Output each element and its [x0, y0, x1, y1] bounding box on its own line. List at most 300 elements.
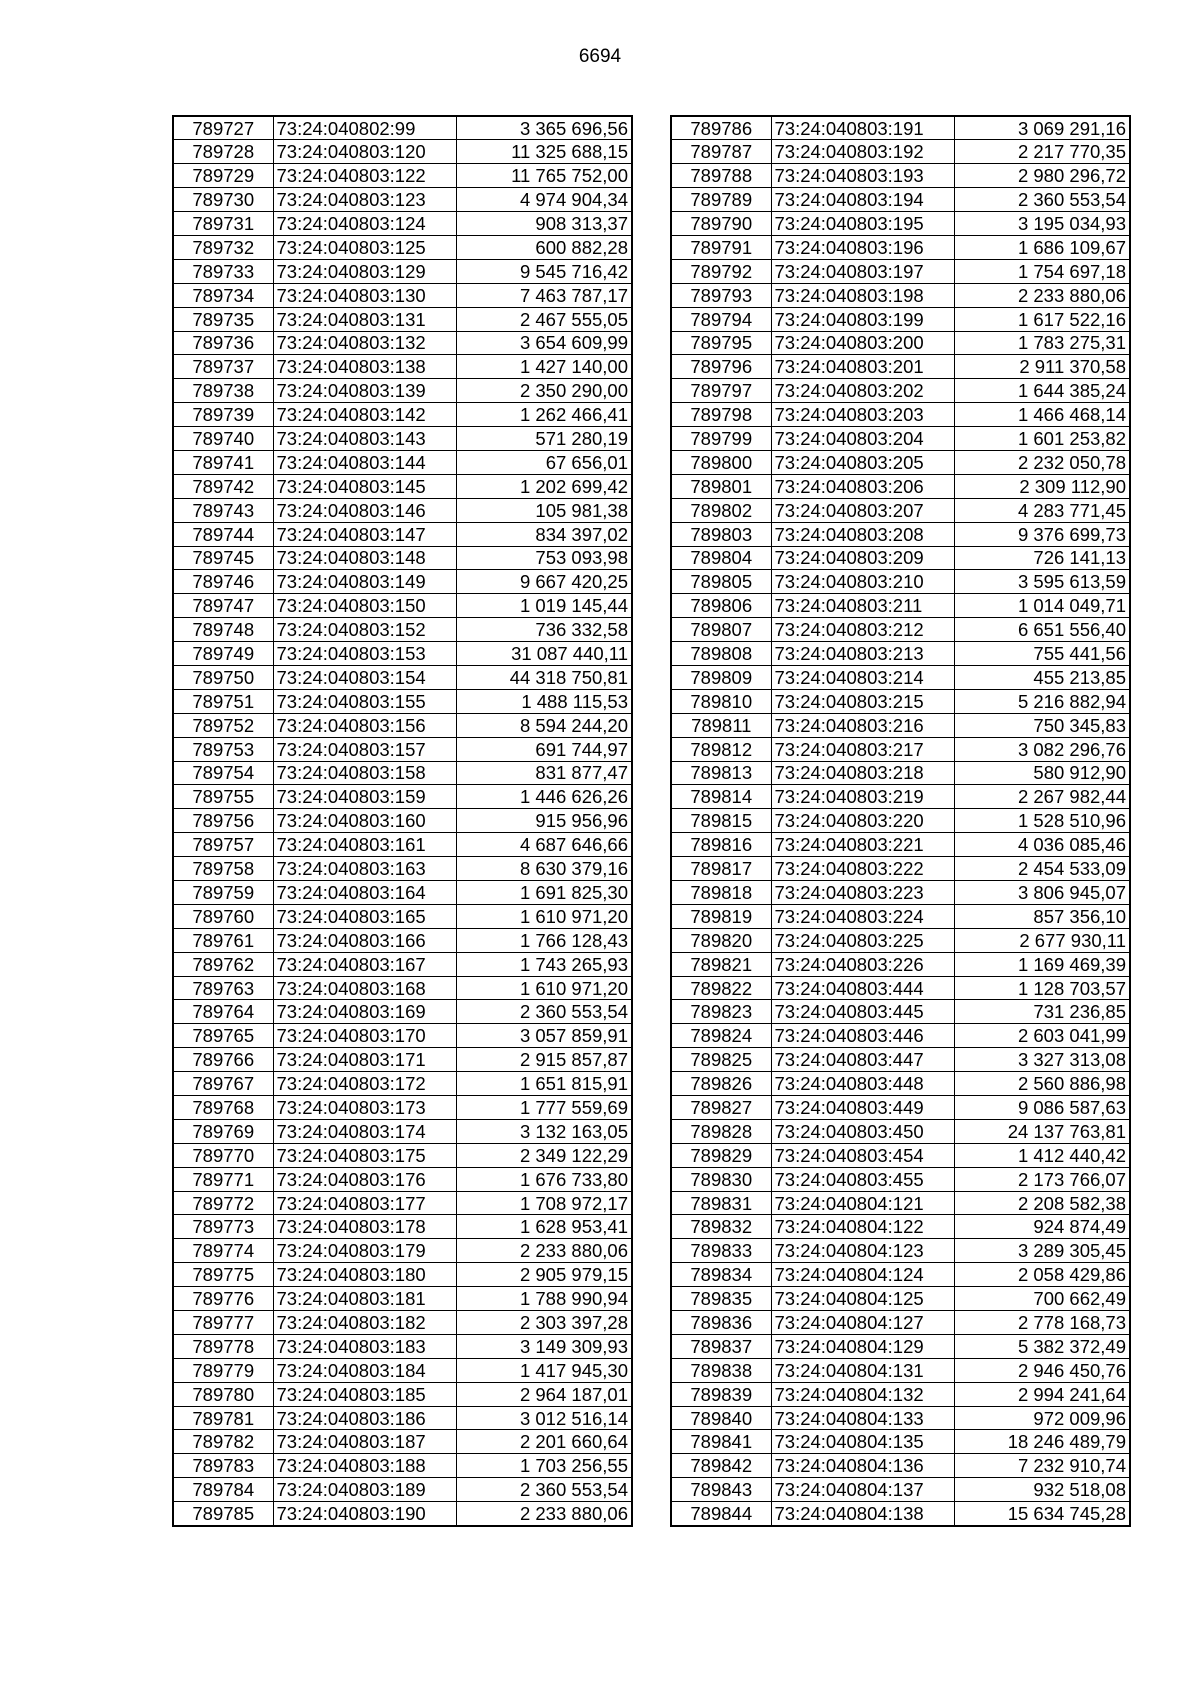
- record-number-cell: 789737: [173, 355, 273, 379]
- cadastral-number-cell: 73:24:040803:158: [273, 761, 456, 785]
- table-row: [173, 785, 632, 809]
- cadastral-number-cell: 73:24:040803:122: [273, 164, 456, 188]
- cadastral-number-cell: 73:24:040803:449: [771, 1096, 954, 1120]
- cadastral-value-cell: 11 765 752,00: [456, 164, 632, 188]
- cadastral-value-cell: 3 806 945,07: [954, 881, 1130, 905]
- record-number-cell: 789811: [671, 713, 771, 737]
- cadastral-value-cell: 2 350 290,00: [456, 379, 632, 403]
- cadastral-number-cell: 73:24:040803:164: [273, 881, 456, 905]
- table-row: [671, 857, 1130, 881]
- record-number-cell: 789786: [671, 116, 771, 140]
- record-number-cell: 789797: [671, 379, 771, 403]
- cadastral-value-cell: 3 082 296,76: [954, 737, 1130, 761]
- cadastral-value-cell: 753 093,98: [456, 546, 632, 570]
- record-number-cell: 789792: [671, 259, 771, 283]
- cadastral-number-cell: 73:24:040804:123: [771, 1239, 954, 1263]
- cadastral-number-cell: 73:24:040803:174: [273, 1119, 456, 1143]
- table-row: [671, 761, 1130, 785]
- table-row: [671, 570, 1130, 594]
- table-row: [173, 379, 632, 403]
- cadastral-value-cell: 1 610 971,20: [456, 976, 632, 1000]
- table-row: [173, 403, 632, 427]
- page-number: 6694: [578, 46, 622, 67]
- record-number-cell: 789731: [173, 212, 273, 236]
- table-row: [173, 1311, 632, 1335]
- table-row: [671, 1048, 1130, 1072]
- record-number-cell: 789781: [173, 1406, 273, 1430]
- record-number-cell: 789787: [671, 140, 771, 164]
- cadastral-number-cell: 73:24:040803:193: [771, 164, 954, 188]
- cadastral-value-cell: 3 132 163,05: [456, 1119, 632, 1143]
- table-row: [173, 307, 632, 331]
- cadastral-value-cell: 2 201 660,64: [456, 1430, 632, 1454]
- record-number-cell: 789820: [671, 928, 771, 952]
- record-number-cell: 789789: [671, 188, 771, 212]
- table-row: [671, 546, 1130, 570]
- table-row: [173, 1334, 632, 1358]
- record-number-cell: 789734: [173, 283, 273, 307]
- cadastral-number-cell: 73:24:040803:132: [273, 331, 456, 355]
- table-row: [173, 881, 632, 905]
- cadastral-number-cell: 73:24:040804:125: [771, 1287, 954, 1311]
- record-number-cell: 789774: [173, 1239, 273, 1263]
- cadastral-value-cell: 3 595 613,59: [954, 570, 1130, 594]
- cadastral-number-cell: 73:24:040804:121: [771, 1191, 954, 1215]
- cadastral-value-cell: 2 233 880,06: [954, 283, 1130, 307]
- cadastral-number-cell: 73:24:040803:189: [273, 1478, 456, 1502]
- cadastral-number-cell: 73:24:040803:155: [273, 689, 456, 713]
- table-row: [671, 1143, 1130, 1167]
- cadastral-table-left: [172, 115, 633, 1527]
- cadastral-number-cell: 73:24:040803:148: [273, 546, 456, 570]
- cadastral-value-cell: 4 036 085,46: [954, 833, 1130, 857]
- cadastral-value-cell: 857 356,10: [954, 904, 1130, 928]
- table-row: [173, 1502, 632, 1526]
- record-number-cell: 789772: [173, 1191, 273, 1215]
- cadastral-number-cell: 73:24:040804:138: [771, 1502, 954, 1526]
- record-number-cell: 789748: [173, 618, 273, 642]
- cadastral-number-cell: 73:24:040804:137: [771, 1478, 954, 1502]
- record-number-cell: 789750: [173, 665, 273, 689]
- cadastral-value-cell: 2 232 050,78: [954, 450, 1130, 474]
- cadastral-value-cell: 1 417 945,30: [456, 1358, 632, 1382]
- cadastral-number-cell: 73:24:040803:192: [771, 140, 954, 164]
- cadastral-number-cell: 73:24:040804:136: [771, 1454, 954, 1478]
- cadastral-value-cell: 6 651 556,40: [954, 618, 1130, 642]
- cadastral-value-cell: 1 488 115,53: [456, 689, 632, 713]
- table-row: [173, 116, 632, 140]
- record-number-cell: 789832: [671, 1215, 771, 1239]
- table-row: [173, 665, 632, 689]
- table-row: [173, 618, 632, 642]
- cadastral-number-cell: 73:24:040803:181: [273, 1287, 456, 1311]
- record-number-cell: 789835: [671, 1287, 771, 1311]
- table-row: [671, 450, 1130, 474]
- table-row: [173, 737, 632, 761]
- cadastral-number-cell: 73:24:040803:145: [273, 474, 456, 498]
- record-number-cell: 789762: [173, 952, 273, 976]
- cadastral-number-cell: 73:24:040803:225: [771, 928, 954, 952]
- cadastral-number-cell: 73:24:040803:445: [771, 1000, 954, 1024]
- cadastral-value-cell: 1 528 510,96: [954, 809, 1130, 833]
- cadastral-value-cell: 7 463 787,17: [456, 283, 632, 307]
- record-number-cell: 789763: [173, 976, 273, 1000]
- cadastral-value-cell: 2 980 296,72: [954, 164, 1130, 188]
- cadastral-value-cell: 736 332,58: [456, 618, 632, 642]
- record-number-cell: 789773: [173, 1215, 273, 1239]
- cadastral-number-cell: 73:24:040803:149: [273, 570, 456, 594]
- record-number-cell: 789766: [173, 1048, 273, 1072]
- table-row: [671, 952, 1130, 976]
- table-row: [173, 1024, 632, 1048]
- cadastral-number-cell: 73:24:040803:139: [273, 379, 456, 403]
- cadastral-value-cell: 1 766 128,43: [456, 928, 632, 952]
- cadastral-number-cell: 73:24:040803:152: [273, 618, 456, 642]
- cadastral-value-cell: 3 057 859,91: [456, 1024, 632, 1048]
- record-number-cell: 789813: [671, 761, 771, 785]
- table-row: [671, 1382, 1130, 1406]
- cadastral-value-cell: 2 217 770,35: [954, 140, 1130, 164]
- record-number-cell: 789727: [173, 116, 273, 140]
- cadastral-value-cell: 24 137 763,81: [954, 1119, 1130, 1143]
- record-number-cell: 789828: [671, 1119, 771, 1143]
- record-number-cell: 789754: [173, 761, 273, 785]
- cadastral-number-cell: 73:24:040803:183: [273, 1334, 456, 1358]
- cadastral-number-cell: 73:24:040803:203: [771, 403, 954, 427]
- record-number-cell: 789779: [173, 1358, 273, 1382]
- table-row: [671, 881, 1130, 905]
- record-number-cell: 789821: [671, 952, 771, 976]
- record-number-cell: 789817: [671, 857, 771, 881]
- cadastral-value-cell: 2 467 555,05: [456, 307, 632, 331]
- cadastral-number-cell: 73:24:040803:209: [771, 546, 954, 570]
- cadastral-number-cell: 73:24:040803:157: [273, 737, 456, 761]
- cadastral-number-cell: 73:24:040803:185: [273, 1382, 456, 1406]
- table-row: [671, 1024, 1130, 1048]
- table-row: [173, 427, 632, 451]
- cadastral-value-cell: 1 743 265,93: [456, 952, 632, 976]
- cadastral-value-cell: 1 703 256,55: [456, 1454, 632, 1478]
- record-number-cell: 789810: [671, 689, 771, 713]
- table-row: [671, 809, 1130, 833]
- cadastral-number-cell: 73:24:040803:444: [771, 976, 954, 1000]
- record-number-cell: 789746: [173, 570, 273, 594]
- cadastral-number-cell: 73:24:040803:190: [273, 1502, 456, 1526]
- cadastral-value-cell: 2 233 880,06: [456, 1239, 632, 1263]
- cadastral-number-cell: 73:24:040803:123: [273, 188, 456, 212]
- cadastral-value-cell: 5 382 372,49: [954, 1334, 1130, 1358]
- cadastral-number-cell: 73:24:040803:202: [771, 379, 954, 403]
- cadastral-value-cell: 18 246 489,79: [954, 1430, 1130, 1454]
- record-number-cell: 789747: [173, 594, 273, 618]
- cadastral-number-cell: 73:24:040803:191: [771, 116, 954, 140]
- cadastral-value-cell: 2 964 187,01: [456, 1382, 632, 1406]
- record-number-cell: 789807: [671, 618, 771, 642]
- table-row: [671, 785, 1130, 809]
- table-row: [173, 546, 632, 570]
- cadastral-number-cell: 73:24:040803:171: [273, 1048, 456, 1072]
- record-number-cell: 789827: [671, 1096, 771, 1120]
- cadastral-number-cell: 73:24:040803:221: [771, 833, 954, 857]
- cadastral-value-cell: 924 874,49: [954, 1215, 1130, 1239]
- table-row: [173, 522, 632, 546]
- cadastral-value-cell: 2 946 450,76: [954, 1358, 1130, 1382]
- cadastral-number-cell: 73:24:040803:195: [771, 212, 954, 236]
- cadastral-value-cell: 3 289 305,45: [954, 1239, 1130, 1263]
- record-number-cell: 789782: [173, 1430, 273, 1454]
- table-row: [173, 1382, 632, 1406]
- table-row: [671, 140, 1130, 164]
- record-number-cell: 789842: [671, 1454, 771, 1478]
- table-row: [671, 1358, 1130, 1382]
- table-row: [671, 307, 1130, 331]
- table-row: [671, 522, 1130, 546]
- cadastral-value-cell: 5 216 882,94: [954, 689, 1130, 713]
- table-row: [671, 498, 1130, 522]
- cadastral-number-cell: 73:24:040803:205: [771, 450, 954, 474]
- cadastral-value-cell: 2 454 533,09: [954, 857, 1130, 881]
- cadastral-number-cell: 73:24:040803:447: [771, 1048, 954, 1072]
- record-number-cell: 789736: [173, 331, 273, 355]
- cadastral-value-cell: 1 128 703,57: [954, 976, 1130, 1000]
- table-row: [173, 857, 632, 881]
- cadastral-number-cell: 73:24:040803:223: [771, 881, 954, 905]
- cadastral-number-cell: 73:24:040802:99: [273, 116, 456, 140]
- cadastral-value-cell: 3 069 291,16: [954, 116, 1130, 140]
- cadastral-value-cell: 1 644 385,24: [954, 379, 1130, 403]
- table-row: [671, 1000, 1130, 1024]
- cadastral-value-cell: 15 634 745,28: [954, 1502, 1130, 1526]
- cadastral-value-cell: 3 012 516,14: [456, 1406, 632, 1430]
- table-row: [671, 1430, 1130, 1454]
- table-row: [173, 1072, 632, 1096]
- cadastral-value-cell: 1 617 522,16: [954, 307, 1130, 331]
- cadastral-value-cell: 700 662,49: [954, 1287, 1130, 1311]
- record-number-cell: 789761: [173, 928, 273, 952]
- cadastral-value-cell: 571 280,19: [456, 427, 632, 451]
- cadastral-number-cell: 73:24:040804:132: [771, 1382, 954, 1406]
- cadastral-number-cell: 73:24:040803:154: [273, 665, 456, 689]
- record-number-cell: 789837: [671, 1334, 771, 1358]
- cadastral-value-cell: 731 236,85: [954, 1000, 1130, 1024]
- table-row: [173, 1215, 632, 1239]
- record-number-cell: 789804: [671, 546, 771, 570]
- cadastral-value-cell: 4 974 904,34: [456, 188, 632, 212]
- record-number-cell: 789758: [173, 857, 273, 881]
- cadastral-number-cell: 73:24:040803:224: [771, 904, 954, 928]
- cadastral-value-cell: 1 412 440,42: [954, 1143, 1130, 1167]
- cadastral-number-cell: 73:24:040803:168: [273, 976, 456, 1000]
- cadastral-number-cell: 73:24:040803:150: [273, 594, 456, 618]
- cadastral-value-cell: 755 441,56: [954, 642, 1130, 666]
- cadastral-number-cell: 73:24:040803:165: [273, 904, 456, 928]
- table-row: [173, 1239, 632, 1263]
- record-number-cell: 789830: [671, 1167, 771, 1191]
- cadastral-value-cell: 2 560 886,98: [954, 1072, 1130, 1096]
- cadastral-table-right: [670, 115, 1131, 1527]
- cadastral-number-cell: 73:24:040804:122: [771, 1215, 954, 1239]
- cadastral-number-cell: 73:24:040803:220: [771, 809, 954, 833]
- cadastral-number-cell: 73:24:040803:178: [273, 1215, 456, 1239]
- record-number-cell: 789757: [173, 833, 273, 857]
- cadastral-value-cell: 2 905 979,15: [456, 1263, 632, 1287]
- table-row: [671, 427, 1130, 451]
- cadastral-value-cell: 2 994 241,64: [954, 1382, 1130, 1406]
- cadastral-number-cell: 73:24:040803:129: [273, 259, 456, 283]
- cadastral-number-cell: 73:24:040803:169: [273, 1000, 456, 1024]
- table-row: [671, 618, 1130, 642]
- cadastral-value-cell: 580 912,90: [954, 761, 1130, 785]
- table-row: [173, 1430, 632, 1454]
- record-number-cell: 789764: [173, 1000, 273, 1024]
- table-row: [671, 1072, 1130, 1096]
- table-row: [173, 689, 632, 713]
- cadastral-value-cell: 972 009,96: [954, 1406, 1130, 1430]
- cadastral-value-cell: 2 058 429,86: [954, 1263, 1130, 1287]
- cadastral-value-cell: 1 466 468,14: [954, 403, 1130, 427]
- record-number-cell: 789753: [173, 737, 273, 761]
- record-number-cell: 789843: [671, 1478, 771, 1502]
- table-row: [173, 212, 632, 236]
- table-row: [671, 713, 1130, 737]
- cadastral-number-cell: 73:24:040803:143: [273, 427, 456, 451]
- table-row: [671, 1263, 1130, 1287]
- table-row: [173, 1287, 632, 1311]
- cadastral-number-cell: 73:24:040803:146: [273, 498, 456, 522]
- record-number-cell: 789784: [173, 1478, 273, 1502]
- cadastral-value-cell: 31 087 440,11: [456, 642, 632, 666]
- table-row: [671, 976, 1130, 1000]
- cadastral-value-cell: 1 651 815,91: [456, 1072, 632, 1096]
- table-row: [671, 235, 1130, 259]
- table-row: [173, 164, 632, 188]
- record-number-cell: 789793: [671, 283, 771, 307]
- table-row: [173, 713, 632, 737]
- record-number-cell: 789836: [671, 1311, 771, 1335]
- cadastral-number-cell: 73:24:040803:207: [771, 498, 954, 522]
- table-row: [671, 737, 1130, 761]
- cadastral-number-cell: 73:24:040803:201: [771, 355, 954, 379]
- table-row: [173, 259, 632, 283]
- cadastral-number-cell: 73:24:040803:455: [771, 1167, 954, 1191]
- table-row: [671, 1167, 1130, 1191]
- cadastral-value-cell: 1 783 275,31: [954, 331, 1130, 355]
- cadastral-number-cell: 73:24:040803:216: [771, 713, 954, 737]
- cadastral-value-cell: 2 911 370,58: [954, 355, 1130, 379]
- record-number-cell: 789802: [671, 498, 771, 522]
- table-row: [671, 904, 1130, 928]
- cadastral-value-cell: 3 327 313,08: [954, 1048, 1130, 1072]
- table-row: [671, 1119, 1130, 1143]
- cadastral-number-cell: 73:24:040803:208: [771, 522, 954, 546]
- cadastral-number-cell: 73:24:040803:211: [771, 594, 954, 618]
- table-row: [173, 1096, 632, 1120]
- cadastral-value-cell: 1 691 825,30: [456, 881, 632, 905]
- cadastral-value-cell: 9 376 699,73: [954, 522, 1130, 546]
- cadastral-value-cell: 2 677 930,11: [954, 928, 1130, 952]
- cadastral-number-cell: 73:24:040804:131: [771, 1358, 954, 1382]
- table-row: [173, 1000, 632, 1024]
- record-number-cell: 789819: [671, 904, 771, 928]
- cadastral-value-cell: 67 656,01: [456, 450, 632, 474]
- table-row: [671, 1311, 1130, 1335]
- record-number-cell: 789785: [173, 1502, 273, 1526]
- cadastral-number-cell: 73:24:040804:133: [771, 1406, 954, 1430]
- cadastral-value-cell: 8 630 379,16: [456, 857, 632, 881]
- record-number-cell: 789733: [173, 259, 273, 283]
- table-row: [173, 976, 632, 1000]
- record-number-cell: 789735: [173, 307, 273, 331]
- table-row: [173, 1191, 632, 1215]
- cadastral-value-cell: 2 360 553,54: [954, 188, 1130, 212]
- cadastral-value-cell: 455 213,85: [954, 665, 1130, 689]
- record-number-cell: 789812: [671, 737, 771, 761]
- cadastral-number-cell: 73:24:040803:215: [771, 689, 954, 713]
- table-row: [671, 1287, 1130, 1311]
- record-number-cell: 789775: [173, 1263, 273, 1287]
- cadastral-number-cell: 73:24:040803:125: [273, 235, 456, 259]
- record-number-cell: 789767: [173, 1072, 273, 1096]
- record-number-cell: 789728: [173, 140, 273, 164]
- cadastral-number-cell: 73:24:040803:131: [273, 307, 456, 331]
- cadastral-number-cell: 73:24:040803:160: [273, 809, 456, 833]
- record-number-cell: 789729: [173, 164, 273, 188]
- record-number-cell: 789809: [671, 665, 771, 689]
- cadastral-value-cell: 691 744,97: [456, 737, 632, 761]
- cadastral-value-cell: 2 233 880,06: [456, 1502, 632, 1526]
- record-number-cell: 789776: [173, 1287, 273, 1311]
- cadastral-number-cell: 73:24:040804:124: [771, 1263, 954, 1287]
- cadastral-number-cell: 73:24:040803:212: [771, 618, 954, 642]
- table-row: [173, 1358, 632, 1382]
- cadastral-value-cell: 9 545 716,42: [456, 259, 632, 283]
- table-row: [671, 1334, 1130, 1358]
- cadastral-value-cell: 44 318 750,81: [456, 665, 632, 689]
- record-number-cell: 789844: [671, 1502, 771, 1526]
- cadastral-value-cell: 1 014 049,71: [954, 594, 1130, 618]
- record-number-cell: 789780: [173, 1382, 273, 1406]
- record-number-cell: 789749: [173, 642, 273, 666]
- table-row: [671, 928, 1130, 952]
- record-number-cell: 789822: [671, 976, 771, 1000]
- cadastral-number-cell: 73:24:040803:177: [273, 1191, 456, 1215]
- cadastral-value-cell: 2 309 112,90: [954, 474, 1130, 498]
- table-row: [173, 474, 632, 498]
- record-number-cell: 789815: [671, 809, 771, 833]
- record-number-cell: 789771: [173, 1167, 273, 1191]
- cadastral-number-cell: 73:24:040804:135: [771, 1430, 954, 1454]
- record-number-cell: 789841: [671, 1430, 771, 1454]
- table-row: [671, 665, 1130, 689]
- cadastral-value-cell: 1 446 626,26: [456, 785, 632, 809]
- cadastral-value-cell: 1 169 469,39: [954, 952, 1130, 976]
- cadastral-number-cell: 73:24:040803:199: [771, 307, 954, 331]
- table-row: [173, 140, 632, 164]
- cadastral-value-cell: 3 149 309,93: [456, 1334, 632, 1358]
- record-number-cell: 789751: [173, 689, 273, 713]
- cadastral-value-cell: 726 141,13: [954, 546, 1130, 570]
- cadastral-value-cell: 2 778 168,73: [954, 1311, 1130, 1335]
- table-row: [173, 1167, 632, 1191]
- cadastral-number-cell: 73:24:040803:448: [771, 1072, 954, 1096]
- cadastral-value-cell: 2 303 397,28: [456, 1311, 632, 1335]
- record-number-cell: 789738: [173, 379, 273, 403]
- cadastral-value-cell: 1 262 466,41: [456, 403, 632, 427]
- cadastral-number-cell: 73:24:040803:144: [273, 450, 456, 474]
- cadastral-value-cell: 3 195 034,93: [954, 212, 1130, 236]
- record-number-cell: 789791: [671, 235, 771, 259]
- record-number-cell: 789826: [671, 1072, 771, 1096]
